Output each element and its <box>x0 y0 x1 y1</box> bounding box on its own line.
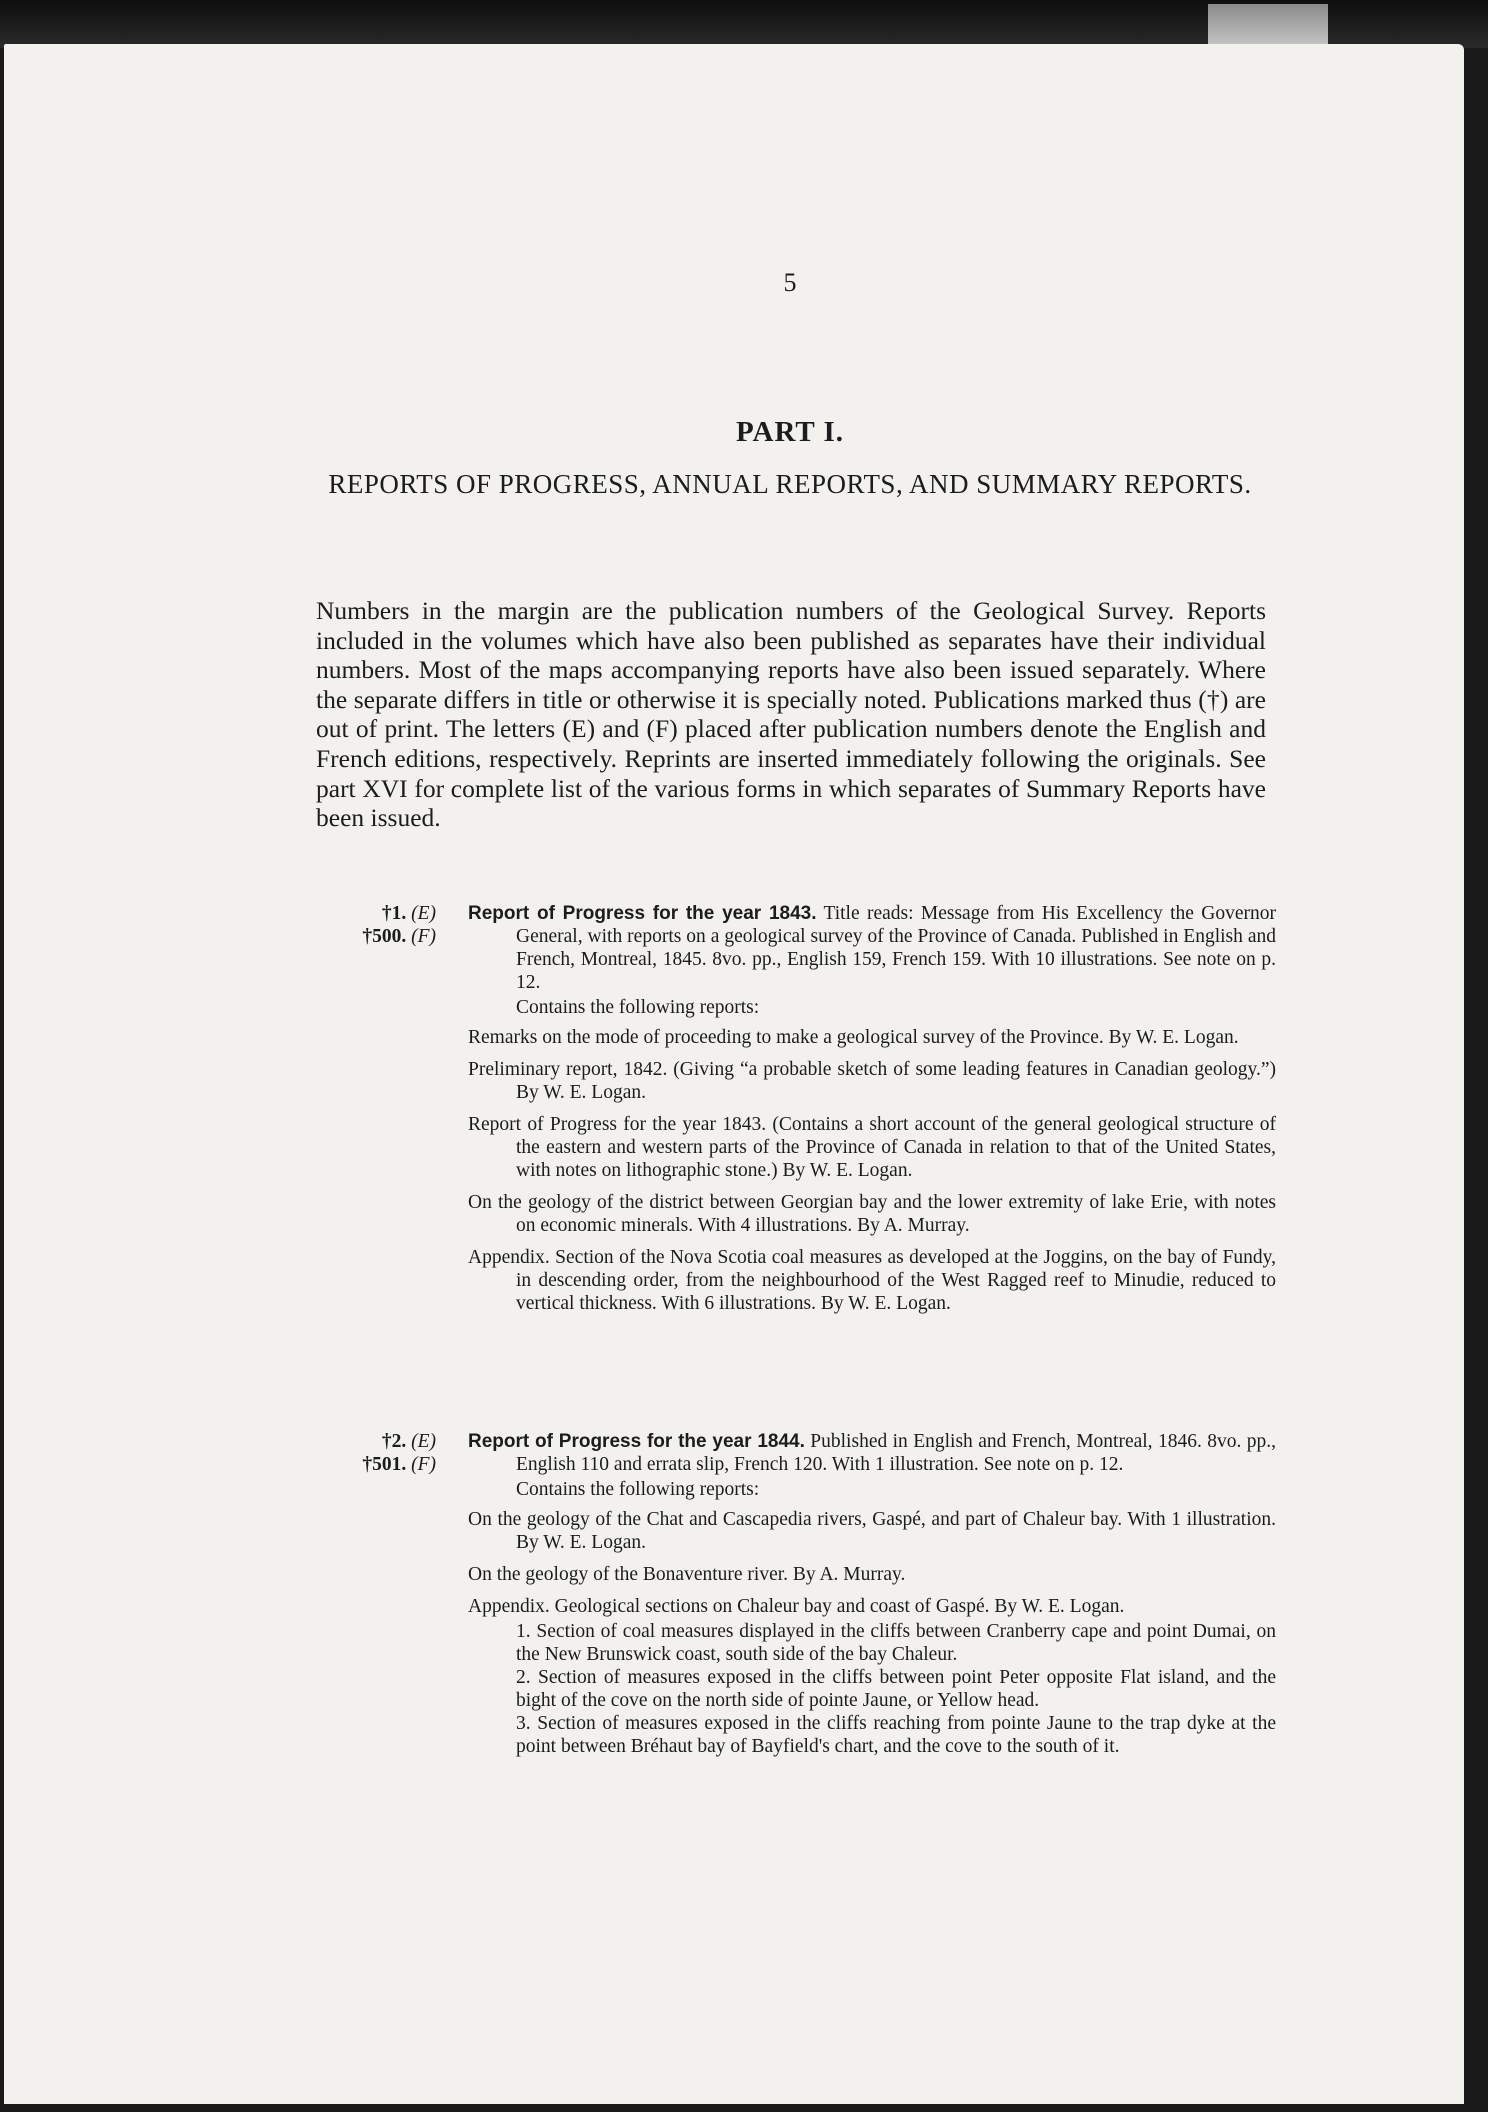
pub-number-english: †2. <box>381 1431 407 1452</box>
entry-description: Published in English and French, Montreal, 1846. 8vo. pp., English 110 and errata slip, French 120. With 1 illustration. See note on p. 12. <box>516 1431 1277 1475</box>
pub-number-english: †1. <box>381 903 407 924</box>
entry-header <box>468 902 1276 994</box>
report-item: Appendix. Section of the Nova Scotia coal measures as developed at the Joggins, on the bay of Fundy, in descending order, from the neighbourhood of the West Ragged reef to Minudie, reduced to vertical thickness. With 6 illustrations. By W. E. Logan. <box>468 1247 1276 1314</box>
contains-line: Contains the following reports: <box>516 1479 760 1500</box>
contains-line: Contains the following reports: <box>516 997 760 1018</box>
entry-description: Title reads: Message from His Excellency the Governor General, with reports on a geological survey of the Province of Canada. Published in English and French, Montreal, 1845. 8vo. pp., English 159, French 159. With 10 illustrations. See note on p. 12. <box>516 903 1276 993</box>
entry-title: Report of Progress for the year 1844. <box>468 1431 805 1452</box>
publication-numbers <box>316 902 436 948</box>
report-item: On the geology of the Bonaventure river. By A. Murray. <box>468 1564 906 1585</box>
lang-english: (E) <box>411 903 436 924</box>
document-page <box>4 44 1464 2104</box>
entry-body <box>468 902 1276 1317</box>
entry-body <box>468 1430 1276 1758</box>
page-number: 5 <box>783 268 797 297</box>
report-item: Remarks on the mode of proceeding to make a geological survey of the Province. By W. E. Logan. <box>468 1027 1239 1048</box>
report-item: On the geology of the Chat and Cascapedia rivers, Gaspé, and part of Chaleur bay. With 1 illustration. By W. E. Logan. <box>468 1509 1276 1553</box>
section-item: 3. Section of measures exposed in the cliffs reaching from pointe Jaune to the trap dyke at the point between Bréhaut bay of Bayfield's chart, and the cove to the south of it. <box>516 1713 1276 1757</box>
entry-header <box>468 1430 1276 1476</box>
part-title: PART I. <box>735 416 845 448</box>
publication-numbers <box>316 1430 436 1476</box>
section-item: 2. Section of measures exposed in the cliffs between point Peter opposite Flat island, and the bight of the cove on the north side of pointe Jaune, or Yellow head. <box>516 1667 1276 1711</box>
report-item: Preliminary report, 1842. (Giving “a probable sketch of some leading features in Canadian geology.”) By W. E. Logan. <box>468 1059 1276 1103</box>
lang-french: (F) <box>411 926 436 947</box>
intro-paragraph: Numbers in the margin are the publication numbers of the Geological Survey. Reports included in the volumes which have also been published as separates have their individual numbers. Most of the maps accompanying reports have also been issued separately. Where the separate differs in title or otherwise it is specially noted. Publications marked thus (†) are out of print. The letters (E) and (F) placed after publication numbers denote the English and French editions, respectively. Reprints are inserted immediately following the originals. See part XVI for complete list of the various forms in which separates of Summary Reports have been issued. <box>316 596 1266 833</box>
section-list <box>468 1620 1276 1758</box>
underlying-sheet <box>1208 4 1328 48</box>
pub-number-french: †500. <box>362 926 407 947</box>
report-item: Report of Progress for the year 1843. (Contains a short account of the general geological structure of the eastern and western parts of the Province of Canada in relation to that of the United States, with notes on lithographic stone.) By W. E. Logan. <box>468 1114 1276 1181</box>
lang-english: (E) <box>411 1431 436 1452</box>
lang-french: (F) <box>411 1454 436 1475</box>
report-item: Appendix. Geological sections on Chaleur bay and coast of Gaspé. By W. E. Logan. <box>468 1596 1125 1617</box>
scan-top-edge <box>0 0 1488 48</box>
section-title: REPORTS OF PROGRESS, ANNUAL REPORTS, AND SUMMARY REPORTS. <box>328 469 1252 499</box>
entry-title: Report of Progress for the year 1843. <box>468 903 817 924</box>
pub-number-french: †501. <box>362 1454 407 1475</box>
report-item: On the geology of the district between Georgian bay and the lower extremity of lake Erie, with notes on economic minerals. With 4 illustrations. By A. Murray. <box>468 1192 1276 1236</box>
section-item: 1. Section of coal measures displayed in the cliffs between Cranberry cape and point Dumai, on the New Brunswick coast, south side of the bay Chaleur. <box>516 1621 1276 1665</box>
